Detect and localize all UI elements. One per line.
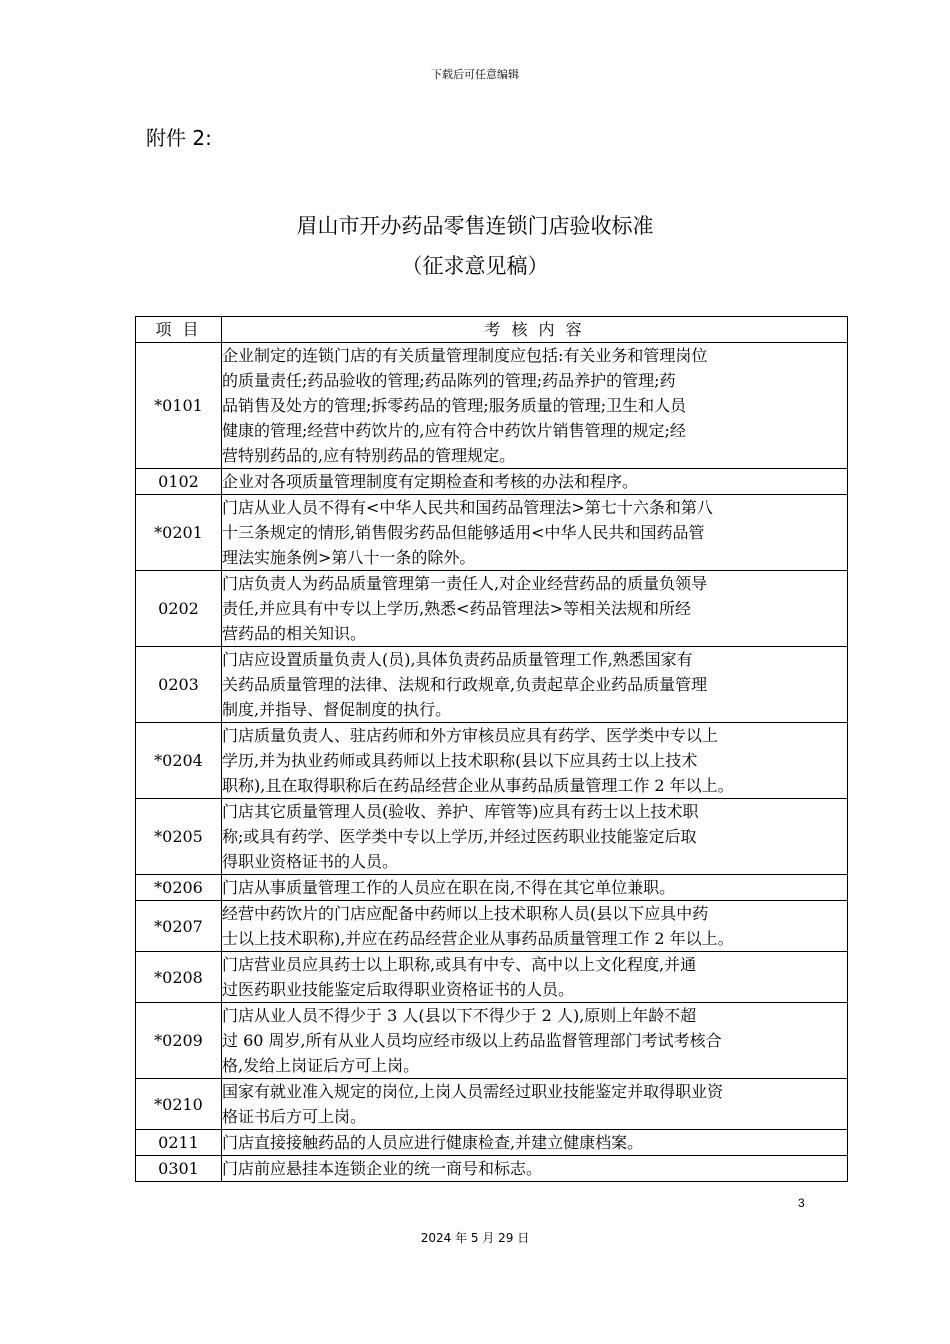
content-line: 称;或具有药学、医学类中专以上学历,并经过医药职业技能鉴定后取 <box>222 827 697 846</box>
content-line: 门店其它质量管理人员(验收、养护、库管等)应具有药士以上技术职 <box>222 802 699 821</box>
item-content <box>222 875 848 901</box>
footer-date: 2024 年 5 月 29 日 <box>420 1231 530 1245</box>
item-content <box>222 723 848 799</box>
table-row <box>136 469 848 495</box>
content-line: 格证书后方可上岗。 <box>222 1107 367 1126</box>
item-content <box>222 901 848 952</box>
content-line: 门店直接接触药品的人员应进行健康检查,并建立健康档案。 <box>222 1133 644 1152</box>
item-code: 0211 <box>136 1130 222 1156</box>
item-content <box>222 799 848 875</box>
table-row <box>136 1156 848 1182</box>
item-content <box>222 952 848 1003</box>
header-note: 下载后可任意编辑 <box>431 68 519 81</box>
content-line: 门店应设置质量负责人(员),具体负责药品质量管理工作,熟悉国家有 <box>222 650 693 669</box>
content-line: 国家有就业准入规定的岗位,上岗人员需经过职业技能鉴定并取得职业资 <box>222 1082 724 1101</box>
item-code: *0206 <box>136 875 222 901</box>
item-code: 0102 <box>136 469 222 495</box>
content-line: 门店负责人为药品质量管理第一责任人,对企业经营药品的质量负领导 <box>222 574 708 593</box>
item-code: *0208 <box>136 952 222 1003</box>
content-line: 门店前应悬挂本连锁企业的统一商号和标志。 <box>222 1159 543 1178</box>
table-row <box>136 799 848 875</box>
table-row <box>136 723 848 799</box>
item-code: *0209 <box>136 1003 222 1079</box>
item-code: 0203 <box>136 647 222 723</box>
item-code: *0201 <box>136 495 222 571</box>
document-subtitle: （征求意见稿） <box>401 254 549 278</box>
content-line: 理法实施条例>第八十一条的除外。 <box>222 548 476 567</box>
table-body <box>136 343 848 1182</box>
item-code: *0204 <box>136 723 222 799</box>
content-line: 营药品的相关知识。 <box>222 624 367 643</box>
header-content: 考 核 内 容 <box>222 317 848 343</box>
content-line: 职称),且在取得职称后在药品经营企业从事药品质量管理工作 2 年以上。 <box>222 776 734 795</box>
content-line: 企业对各项质量管理制度有定期检查和考核的办法和程序。 <box>222 472 639 491</box>
item-content <box>222 1156 848 1182</box>
document-title: 眉山市开办药品零售连锁门店验收标准 <box>296 214 654 238</box>
content-line: 十三条规定的情形,销售假劣药品但能够适用<中华人民共和国药品管 <box>222 523 705 542</box>
content-line: 经营中药饮片的门店应配备中药师以上技术职称人员(县以下应具中药 <box>222 904 709 923</box>
table-row <box>136 1079 848 1130</box>
table-row <box>136 952 848 1003</box>
content-line: 得职业资格证书的人员。 <box>222 852 399 871</box>
content-line: 学历,并为执业药师或具药师以上技术职称(县以下应具药士以上技术 <box>222 751 698 770</box>
content-line: 士以上技术职称),并应在药品经营企业从事药品质量管理工作 2 年以上。 <box>222 929 734 948</box>
table-row <box>136 1130 848 1156</box>
content-line: 格,发给上岗证后方可上岗。 <box>222 1056 420 1075</box>
table-row <box>136 901 848 952</box>
item-code: 0202 <box>136 571 222 647</box>
content-line: 门店从业人员不得少于 3 人(县以下不得少于 2 人),原则上年龄不超 <box>222 1006 697 1025</box>
item-content <box>222 469 848 495</box>
content-line: 制度,并指导、督促制度的执行。 <box>222 700 452 719</box>
item-content <box>222 1130 848 1156</box>
content-line: 企业制定的连锁门店的有关质量管理制度应包括:有关业务和管理岗位 <box>222 346 708 365</box>
table-header-row <box>136 317 848 343</box>
table-row <box>136 647 848 723</box>
table-row <box>136 1003 848 1079</box>
item-code: *0205 <box>136 799 222 875</box>
content-line: 过 60 周岁,所有从业人员均应经市级以上药品监督管理部门考试考核合 <box>222 1031 722 1050</box>
content-line: 门店质量负责人、驻店药师和外方审核员应具有药学、医学类中专以上 <box>222 726 719 745</box>
item-content <box>222 571 848 647</box>
table-row <box>136 875 848 901</box>
content-line: 关药品质量管理的法律、法规和行政规章,负责起草企业药品质量管理 <box>222 675 708 694</box>
item-content <box>222 495 848 571</box>
item-content <box>222 1079 848 1130</box>
content-line: 品销售及处方的管理;拆零药品的管理;服务质量的管理;卫生和人员 <box>222 396 687 415</box>
item-code: 0301 <box>136 1156 222 1182</box>
item-content <box>222 647 848 723</box>
content-line: 营特别药品的,应有特别药品的管理规定。 <box>222 446 516 465</box>
standards-table <box>135 316 848 1182</box>
content-line: 门店从事质量管理工作的人员应在职在岗,不得在其它单位兼职。 <box>222 878 676 897</box>
content-line: 责任,并应具有中专以上学历,熟悉<药品管理法>等相关法规和所经 <box>222 599 691 618</box>
table-row <box>136 495 848 571</box>
item-content <box>222 343 848 469</box>
item-content <box>222 1003 848 1079</box>
item-code: *0207 <box>136 901 222 952</box>
item-code: *0101 <box>136 343 222 469</box>
content-line: 的质量责任;药品验收的管理;药品陈列的管理;药品养护的管理;药 <box>222 371 676 390</box>
table-row <box>136 571 848 647</box>
content-line: 过医药职业技能鉴定后取得职业资格证书的人员。 <box>222 980 575 999</box>
page-number: 3 <box>798 1196 805 1210</box>
content-line: 门店营业员应具药士以上职称,或具有中专、高中以上文化程度,并通 <box>222 955 697 974</box>
item-code: *0210 <box>136 1079 222 1130</box>
header-item: 项 目 <box>136 317 222 343</box>
content-line: 健康的管理;经营中药饮片的,应有符合中药饮片销售管理的规定;经 <box>222 421 686 440</box>
attachment-label: 附件 2: <box>146 126 212 150</box>
content-line: 门店从业人员不得有<中华人民共和国药品管理法>第七十六条和第八 <box>222 498 713 517</box>
table-row <box>136 343 848 469</box>
